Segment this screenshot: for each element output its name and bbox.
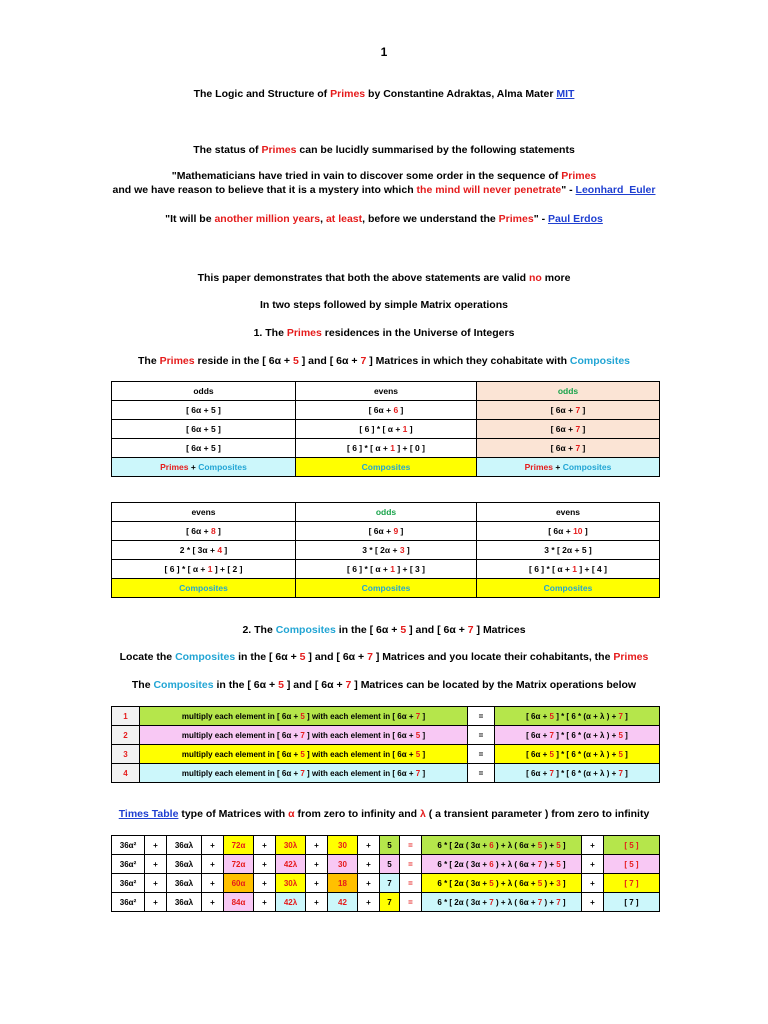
table-cell: [ 6 ] * [ α + 1 ] + [ 4 ] — [477, 560, 660, 579]
plus-cell: + — [306, 836, 328, 855]
reside-line: The Primes reside in the [ 6α + 5 ] and [ 6α + 7 ] Matrices in which they cohabitate with Composites — [138, 355, 630, 367]
term-cell: 84α — [224, 893, 254, 912]
footer-cell: Composites — [112, 579, 296, 598]
op-number: 1 — [112, 707, 140, 726]
euler-link[interactable]: Leonhard_Euler — [575, 184, 656, 196]
equals-cell: = — [468, 745, 495, 764]
header-evens: evens — [296, 382, 477, 401]
section2-heading: 2. The Composites in the [ 6α + 5 ] and [ 6α + 7 ] Matrices — [242, 624, 526, 636]
equals-cell: = — [468, 707, 495, 726]
plus-cell: + — [306, 874, 328, 893]
plus-cell: + — [145, 874, 167, 893]
erdos-link[interactable]: Paul Erdos — [548, 213, 603, 225]
equals-cell: = — [400, 893, 422, 912]
table-cell: [ 6α + 5 ] — [112, 401, 296, 420]
remainder-cell: [ 5 ] — [604, 855, 660, 874]
plus-cell: + — [254, 874, 276, 893]
euler-quote-line2: and we have reason to believe that it is a mystery into which the mind will never penetrate" - Leonhard_Euler — [112, 184, 656, 196]
equals-cell: = — [468, 726, 495, 745]
table-cell: [ 6α + 7 ] — [477, 439, 660, 458]
op-number: 2 — [112, 726, 140, 745]
equals-cell: = — [400, 874, 422, 893]
footer-cell: Primes + Composites — [477, 458, 660, 477]
table-cell: [ 6 ] * [ α + 1 ] + [ 2 ] — [112, 560, 296, 579]
op-description: multiply each element in [ 6α + 5 ] with each element in [ 6α + 5 ] — [140, 745, 468, 764]
footer-cell: Composites — [296, 458, 477, 477]
table-cell: [ 6α + 5 ] — [112, 420, 296, 439]
equals-cell: = — [400, 855, 422, 874]
table-cell: [ 6α + 9 ] — [296, 522, 477, 541]
table-cell: 2 * [ 3α + 4 ] — [112, 541, 296, 560]
term-cell: 30λ — [276, 874, 306, 893]
term-cell: 36αλ — [167, 855, 202, 874]
header-evens: evens — [477, 503, 660, 522]
demo-line: This paper demonstrates that both the above statements are valid no more — [197, 272, 571, 284]
plus-cell: + — [254, 855, 276, 874]
plus-cell: + — [582, 855, 604, 874]
op-result: [ 6α + 5 ] * [ 6 * (α + λ ) + 5 ] — [495, 745, 660, 764]
term-cell: 36αλ — [167, 874, 202, 893]
term-cell: 30λ — [276, 836, 306, 855]
times-table-link[interactable]: Times Table — [118, 808, 179, 820]
term-cell: 36αλ — [167, 893, 202, 912]
table-cell: [ 6 ] * [ α + 1 ] + [ 0 ] — [296, 439, 477, 458]
plus-cell: + — [202, 893, 224, 912]
remainder-cell: [ 5 ] — [604, 836, 660, 855]
term-cell: 36α² — [112, 893, 145, 912]
page-title: The Logic and Structure of Primes by Constantine Adraktas, Alma Mater MIT — [193, 88, 575, 100]
plus-cell: + — [358, 836, 380, 855]
remainder-cell: [ 7 ] — [604, 874, 660, 893]
plus-cell: + — [254, 836, 276, 855]
plus-cell: + — [306, 855, 328, 874]
residence-table-2 — [111, 502, 660, 598]
term-cell: 72α — [224, 836, 254, 855]
formula-cell: 6 * [ 2α ( 3α + 6 ) + λ ( 6α + 5 ) + 5 ] — [422, 836, 582, 855]
op-description: multiply each element in [ 6α + 7 ] with each element in [ 6α + 7 ] — [140, 764, 468, 783]
plus-cell: + — [145, 893, 167, 912]
equals-cell: = — [400, 836, 422, 855]
table-cell: [ 6α + 7 ] — [477, 401, 660, 420]
formula-cell: 6 * [ 2α ( 3α + 5 ) + λ ( 6α + 5 ) + 3 ] — [422, 874, 582, 893]
term-cell: 18 — [328, 874, 358, 893]
times-table — [111, 835, 660, 912]
op-result: [ 6α + 5 ] * [ 6 * (α + λ ) + 7 ] — [495, 707, 660, 726]
plus-cell: + — [358, 855, 380, 874]
footer-cell: Primes + Composites — [112, 458, 296, 477]
steps-line: In two steps followed by simple Matrix operations — [260, 299, 508, 311]
section1-heading: 1. The Primes residences in the Universe of Integers — [253, 327, 515, 339]
footer-cell: Composites — [477, 579, 660, 598]
plus-cell: + — [582, 893, 604, 912]
plus-cell: + — [358, 874, 380, 893]
term-cell: 36α² — [112, 874, 145, 893]
table-cell: [ 6α + 7 ] — [477, 420, 660, 439]
plus-cell: + — [582, 874, 604, 893]
table-cell: [ 6α + 8 ] — [112, 522, 296, 541]
term-cell: 42λ — [276, 855, 306, 874]
op-number: 3 — [112, 745, 140, 764]
term-cell: 36αλ — [167, 836, 202, 855]
term-cell: 5 — [380, 855, 400, 874]
term-cell: 60α — [224, 874, 254, 893]
operations-table — [111, 706, 660, 783]
header-odds: odds — [296, 503, 477, 522]
term-cell: 42 — [328, 893, 358, 912]
equals-cell: = — [468, 764, 495, 783]
op-result: [ 6α + 7 ] * [ 6 * (α + λ ) + 7 ] — [495, 764, 660, 783]
table-cell: 3 * [ 2α + 3 ] — [296, 541, 477, 560]
term-cell: 30 — [328, 836, 358, 855]
term-cell: 5 — [380, 836, 400, 855]
op-description: multiply each element in [ 6α + 5 ] with each element in [ 6α + 7 ] — [140, 707, 468, 726]
table-cell: [ 6α + 10 ] — [477, 522, 660, 541]
times-table-heading: Times Table type of Matrices with α from zero to infinity and λ ( a transient parameter ) from zero to infinity — [118, 808, 650, 820]
header-odds: odds — [477, 382, 660, 401]
header-evens: evens — [112, 503, 296, 522]
plus-cell: + — [306, 893, 328, 912]
plus-cell: + — [202, 836, 224, 855]
footer-cell: Composites — [296, 579, 477, 598]
plus-cell: + — [145, 836, 167, 855]
op-number: 4 — [112, 764, 140, 783]
header-odds: odds — [112, 382, 296, 401]
table-cell: [ 6 ] * [ α + 1 ] — [296, 420, 477, 439]
formula-cell: 6 * [ 2α ( 3α + 7 ) + λ ( 6α + 7 ) + 7 ] — [422, 893, 582, 912]
table-cell: [ 6α + 5 ] — [112, 439, 296, 458]
page-number: 1 — [380, 45, 388, 59]
op-result: [ 6α + 7 ] * [ 6 * (α + λ ) + 5 ] — [495, 726, 660, 745]
formula-cell: 6 * [ 2α ( 3α + 6 ) + λ ( 6α + 7 ) + 5 ] — [422, 855, 582, 874]
term-cell: 72α — [224, 855, 254, 874]
located-line: The Composites in the [ 6α + 5 ] and [ 6α + 7 ] Matrices can be located by the Matrix operations below — [131, 679, 637, 691]
op-description: multiply each element in [ 6α + 7 ] with each element in [ 6α + 5 ] — [140, 726, 468, 745]
term-cell: 36α² — [112, 836, 145, 855]
status-line: The status of Primes can be lucidly summarised by the following statements — [193, 144, 575, 156]
term-cell: 7 — [380, 874, 400, 893]
erdos-quote: "It will be another million years, at least, before we understand the Primes" - Paul Erdos — [165, 213, 603, 225]
term-cell: 7 — [380, 893, 400, 912]
plus-cell: + — [582, 836, 604, 855]
plus-cell: + — [358, 893, 380, 912]
plus-cell: + — [202, 874, 224, 893]
table-cell: 3 * [ 2α + 5 ] — [477, 541, 660, 560]
plus-cell: + — [254, 893, 276, 912]
locate-line: Locate the Composites in the [ 6α + 5 ] and [ 6α + 7 ] Matrices and you locate their cohabitants, the Primes — [119, 651, 649, 663]
term-cell: 42λ — [276, 893, 306, 912]
residence-table-1 — [111, 381, 660, 477]
plus-cell: + — [202, 855, 224, 874]
euler-quote-line1: "Mathematicians have tried in vain to discover some order in the sequence of Primes — [171, 170, 597, 182]
mit-link[interactable]: MIT — [556, 88, 575, 100]
term-cell: 30 — [328, 855, 358, 874]
plus-cell: + — [145, 855, 167, 874]
table-cell: [ 6α + 6 ] — [296, 401, 477, 420]
remainder-cell: [ 7 ] — [604, 893, 660, 912]
table-cell: [ 6 ] * [ α + 1 ] + [ 3 ] — [296, 560, 477, 579]
term-cell: 36α² — [112, 855, 145, 874]
